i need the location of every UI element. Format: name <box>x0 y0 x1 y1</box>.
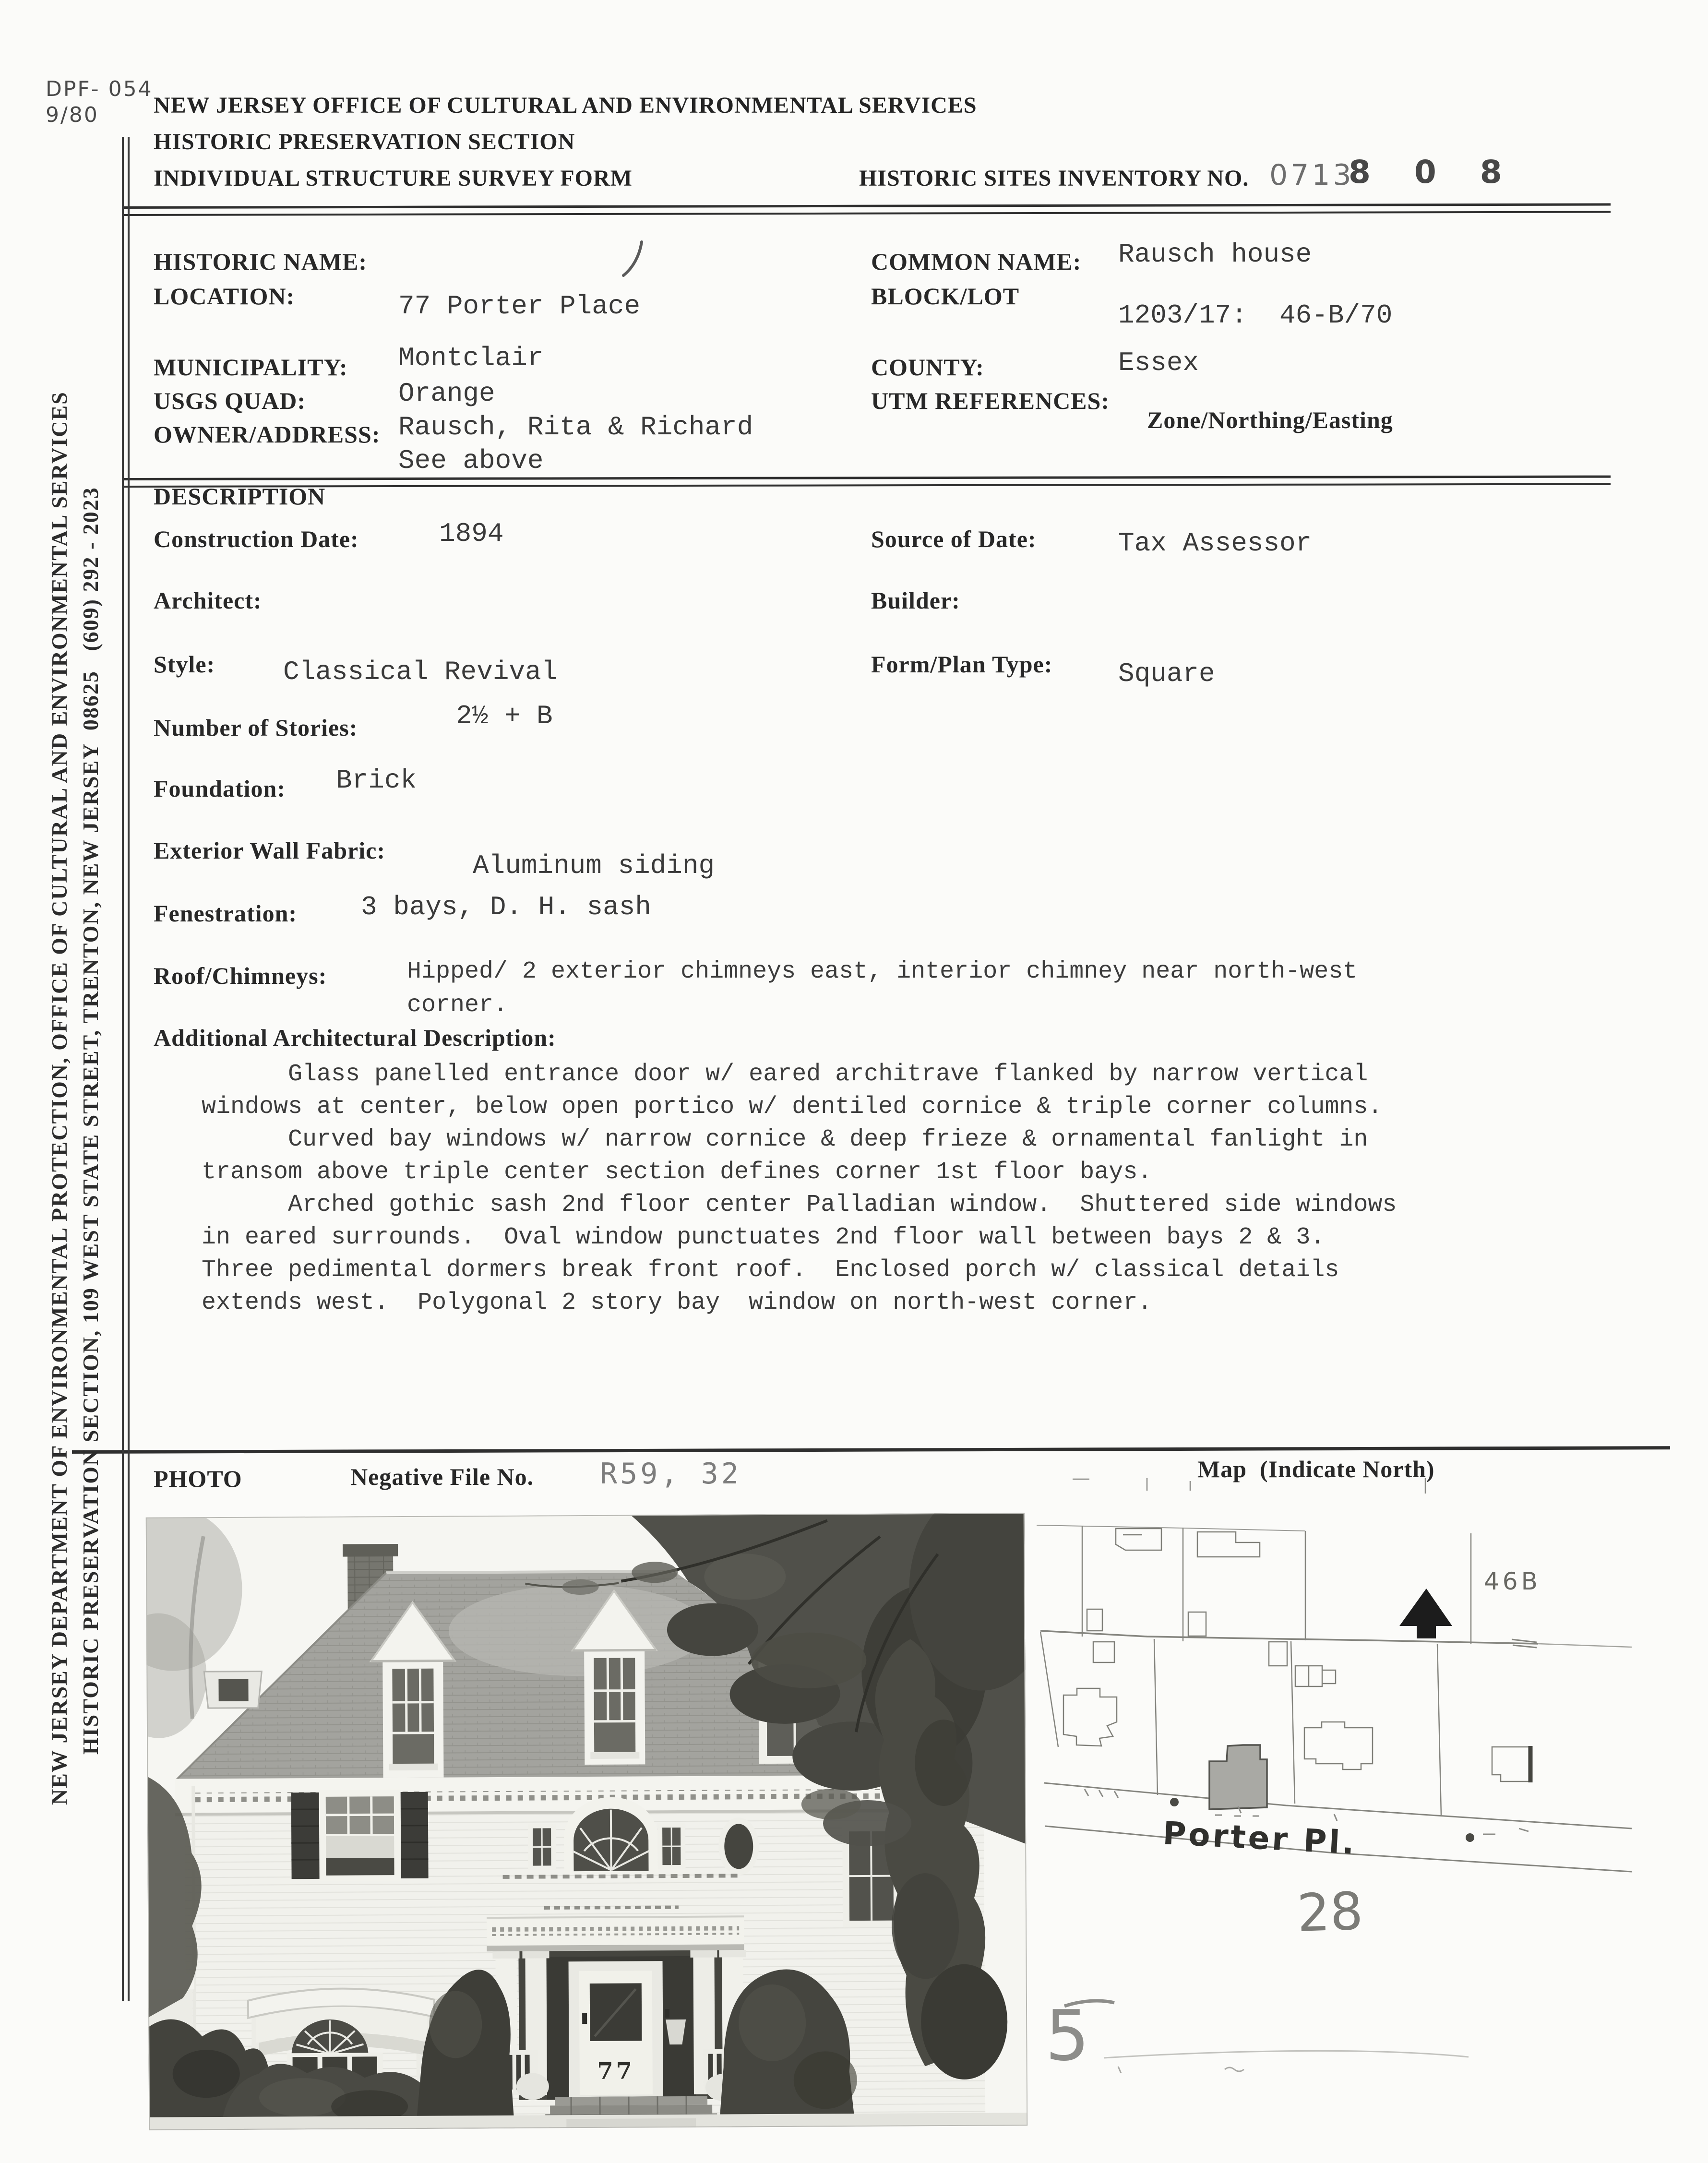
map-top-ticks <box>1073 1478 1425 1494</box>
map-annotation-number: 5 <box>1045 1996 1090 2073</box>
additional-line: extends west. Polygonal 2 story bay window on north-west corner. <box>202 1289 1152 1316</box>
number-of-stories-value: 2½ + B <box>456 701 553 731</box>
form-plan-type-label: Form/Plan Type: <box>871 651 1053 678</box>
additional-line: in eared surrounds. Oval window punctuates 2nd floor wall between bays 2 & 3. <box>202 1224 1325 1251</box>
house-photo <box>146 1513 1028 2130</box>
inventory-number-prefix: 0713 <box>1269 158 1354 192</box>
source-of-date-label: Source of Date: <box>871 526 1037 552</box>
architect-label: Architect: <box>154 587 262 614</box>
fenestration-value: 3 bays, D. H. sash <box>361 892 651 922</box>
inventory-number-stamp: 8 0 8 <box>1349 154 1518 191</box>
window-2f-narrow-left <box>528 1824 556 1870</box>
identification-rule-top <box>123 476 1611 480</box>
additional-line: Curved bay windows w/ narrow cornice & deep frieze & ornamental fanlight in <box>202 1126 1368 1153</box>
location-value: 77 Porter Place <box>398 291 641 322</box>
pencil-guideline <box>1104 2051 1469 2058</box>
identification-rule-bottom <box>123 483 1611 488</box>
builder-label: Builder: <box>871 587 960 614</box>
style-label: Style: <box>154 651 215 678</box>
map-block-label: 46B <box>1484 1567 1541 1595</box>
map-dot-left <box>1170 1798 1179 1806</box>
left-margin-rule-inner <box>128 137 130 2001</box>
foundation-label: Foundation: <box>154 775 286 802</box>
additional-line: Arched gothic sash 2nd floor center Palladian window. Shuttered side windows <box>202 1191 1397 1219</box>
portico <box>487 1915 747 2122</box>
block-lot-label: BLOCK/LOT <box>871 283 1020 310</box>
construction-date-label: Construction Date: <box>154 526 359 552</box>
north-arrow <box>1399 1589 1452 1638</box>
oval-window <box>718 1817 759 1875</box>
pencil-scribbles <box>1118 2067 1244 2073</box>
additional-line: windows at center, below open portico w/ dentiled cornice & triple corner columns. <box>202 1093 1383 1121</box>
negative-file-label: Negative File No. <box>350 1463 534 1490</box>
map-subject-parcel <box>1209 1745 1267 1816</box>
municipality-value: Montclair <box>398 343 544 373</box>
historic-name-label: HISTORIC NAME: <box>154 248 368 275</box>
photo-label: PHOTO <box>154 1465 242 1492</box>
negative-file-value: R59, 32 <box>600 1457 741 1491</box>
map-sheet-number: 28 <box>1296 1881 1364 1944</box>
foundation-value: Brick <box>336 765 417 796</box>
handwritten-mark <box>621 239 655 282</box>
common-name-label: COMMON NAME: <box>871 248 1082 275</box>
construction-date-value: 1894 <box>439 518 504 549</box>
window-2f-left-shuttered <box>291 1790 429 1881</box>
map-rear-lot-line <box>1037 1525 1305 1531</box>
additional-description-label: Additional Architectural Description: <box>154 1024 556 1051</box>
header-rule-top <box>123 203 1611 209</box>
agency-title-line3: INDIVIDUAL STRUCTURE SURVEY FORM <box>154 166 633 191</box>
agency-title-line2: HISTORIC PRESERVATION SECTION <box>154 129 575 155</box>
municipality-label: MUNICIPALITY: <box>154 354 348 381</box>
photo-section-rule <box>72 1446 1670 1454</box>
map-building-outlines <box>1063 1529 1530 1782</box>
number-of-stories-label: Number of Stories: <box>154 714 358 741</box>
block-lot-value: 1203/17: 46-B/70 <box>1118 300 1393 331</box>
roof-chimneys-value-line1: Hipped/ 2 exterior chimneys east, interior chimney near north-west <box>407 958 1358 985</box>
owner-address-value-2: See above <box>398 445 544 476</box>
roof-chimneys-label: Roof/Chimneys: <box>154 962 327 989</box>
county-label: COUNTY: <box>871 354 984 381</box>
source-of-date-value: Tax Assessor <box>1118 528 1312 559</box>
owner-address-label: OWNER/ADDRESS: <box>154 421 381 448</box>
fenestration-label: Fenestration: <box>154 900 298 927</box>
form-number: DPF- 054 <box>46 77 153 101</box>
location-label: LOCATION: <box>154 283 295 310</box>
sidebar-agency-line: NEW JERSEY DEPARTMENT OF ENVIRONMENTAL PROTECTION, OFFICE OF CULTURAL AND ENVIRONMENTAL SERVICES <box>47 391 72 1805</box>
left-margin-rule-outer <box>122 137 124 2001</box>
utm-zone-label: Zone/Northing/Easting <box>1147 406 1393 433</box>
utm-references-label: UTM REFERENCES: <box>871 387 1110 414</box>
house-number: 77 <box>597 2057 635 2085</box>
additional-description-text <box>202 1058 1397 1319</box>
common-name-value: Rausch house <box>1118 239 1312 270</box>
header-rule-bottom <box>123 211 1611 216</box>
wall-fabric-value: Aluminum siding <box>473 850 715 881</box>
additional-line: transom above triple center section defines corner 1st floor bays. <box>202 1159 1152 1186</box>
inventory-number-label: HISTORIC SITES INVENTORY NO. <box>859 166 1249 191</box>
roof-chimneys-value-line2: corner. <box>407 992 508 1019</box>
form-plan-type-value: Square <box>1118 658 1215 689</box>
flower-cluster-left <box>516 2073 549 2100</box>
owner-address-value: Rausch, Rita & Richard <box>398 412 753 442</box>
map-label: Map (Indicate North) <box>1197 1456 1435 1482</box>
agency-title-line1: NEW JERSEY OFFICE OF CULTURAL AND ENVIRONMENTAL SERVICES <box>154 93 977 118</box>
description-section-title: DESCRIPTION <box>154 483 326 510</box>
map-parcel-lines-upper <box>1040 1526 1632 1747</box>
usgs-quad-value: Orange <box>398 378 495 409</box>
parcel-map <box>1037 1478 1632 2073</box>
map-street-label: Porter Pl. <box>1162 1815 1358 1862</box>
sidebar-address-line: HISTORIC PRESERVATION SECTION, 109 WEST STATE STREET, TRENTON, NEW JERSEY 08625 (609) 292 - 2023 <box>78 487 103 1755</box>
additional-line: Glass panelled entrance door w/ eared architrave flanked by narrow vertical <box>202 1061 1368 1088</box>
county-value: Essex <box>1118 347 1199 378</box>
entrance-door <box>569 1961 670 2097</box>
roof-vent-dormer <box>204 1672 262 1709</box>
chimney-cap <box>343 1544 398 1557</box>
style-value: Classical Revival <box>283 657 558 687</box>
additional-line: Three pedimental dormers break front roof. Enclosed porch w/ classical details <box>202 1256 1339 1284</box>
usgs-quad-label: USGS QUAD: <box>154 387 306 414</box>
map-dot-right <box>1466 1833 1474 1842</box>
wall-fabric-label: Exterior Wall Fabric: <box>154 837 385 864</box>
form-revision: 9/80 <box>46 103 99 127</box>
window-2f-narrow-right <box>657 1823 686 1869</box>
